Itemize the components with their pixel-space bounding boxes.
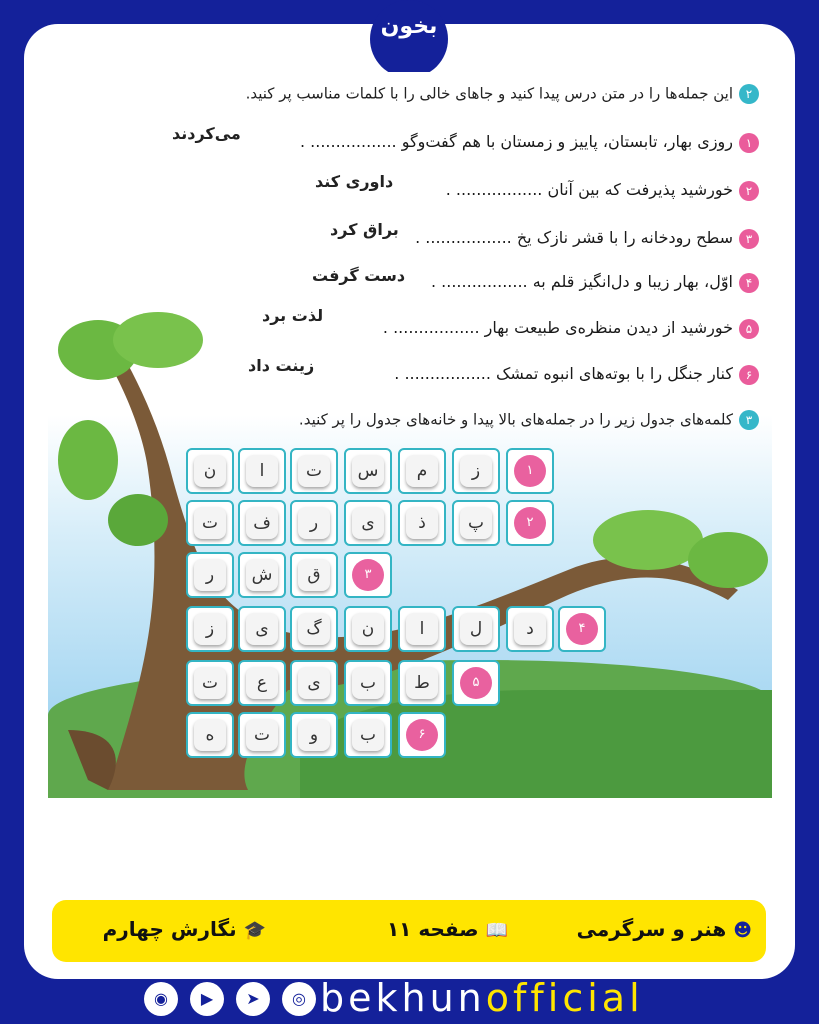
sentence-text: خورشید پذیرفت که بین آنان ................. .	[445, 180, 733, 199]
grid-cell[interactable]: س	[344, 448, 392, 494]
logo-text: بخون	[380, 14, 438, 39]
grid-cell[interactable]: ز	[452, 448, 500, 494]
film-reel-icon[interactable]: ◉	[144, 982, 178, 1016]
grid-cell[interactable]: ف	[238, 500, 286, 546]
grid-cell[interactable]: ن	[344, 606, 392, 652]
answer-5: لذت برد	[262, 306, 324, 325]
footer-book: 🎓 نگارش چهارم	[102, 917, 266, 941]
grid-cell[interactable]: د	[506, 606, 554, 652]
grid-row-number: ۴	[558, 606, 606, 652]
sentence-1	[300, 132, 759, 153]
grid-cell[interactable]: ن	[186, 448, 234, 494]
sentence-2	[446, 180, 759, 201]
grid-cell[interactable]: ی	[344, 500, 392, 546]
grid-cell[interactable]: ط	[398, 660, 446, 706]
grid-row-number: ۶	[398, 712, 446, 758]
sentence-text: اوّل، بهار زیبا و دل‌انگیز قلم به ................. .	[431, 272, 733, 291]
sentence-3	[415, 228, 759, 249]
answer-3: براق کرد	[330, 220, 399, 239]
sentence-text: سطح رودخانه را با قشر نازک یخ ................. .	[415, 228, 733, 247]
person-icon: ☻	[733, 920, 752, 941]
grid-cell[interactable]: ل	[452, 606, 500, 652]
answer-2: داوری کند	[315, 172, 394, 191]
section2-heading	[246, 84, 759, 104]
answer-4: دست گرفت	[312, 266, 406, 285]
youtube-icon[interactable]: ▶	[190, 982, 224, 1016]
sentence-5	[383, 318, 759, 339]
grid-cell[interactable]: ت	[290, 448, 338, 494]
sentence-number: ۵	[739, 319, 759, 339]
grid-cell[interactable]: گ	[290, 606, 338, 652]
grid-cell[interactable]: ت	[238, 712, 286, 758]
sentence-number: ۶	[739, 365, 759, 385]
section3-heading	[299, 410, 759, 430]
graduation-cap-icon: 🎓	[243, 920, 266, 941]
grid-cell[interactable]: ت	[186, 500, 234, 546]
grid-row-number: ۵	[452, 660, 500, 706]
instagram-icon[interactable]: ◎	[282, 982, 316, 1016]
sentence-number: ۴	[739, 273, 759, 293]
grid-cell[interactable]: ق	[290, 552, 338, 598]
sentence-number: ۳	[739, 229, 759, 249]
grid-cell[interactable]: و	[290, 712, 338, 758]
grid-cell[interactable]: ب	[344, 660, 392, 706]
footer-subject: ☻ هنر و سرگرمی	[576, 917, 752, 941]
grid-cell[interactable]: ع	[238, 660, 286, 706]
answer-6: زینت داد	[248, 356, 315, 375]
sentence-text: روزی بهار، تابستان، پاییز و زمستان با هم گفت‌وگو ................. .	[299, 132, 733, 151]
sentence-number: ۱	[739, 133, 759, 153]
grid-cell[interactable]: ر	[186, 552, 234, 598]
section2-number: ۲	[739, 84, 759, 104]
sentence-6	[394, 364, 759, 385]
grid-cell[interactable]: ا	[238, 448, 286, 494]
grid-cell[interactable]: ر	[290, 500, 338, 546]
grid-cell[interactable]: ز	[186, 606, 234, 652]
grid-row-number: ۲	[506, 500, 554, 546]
grid-cell[interactable]: ذ	[398, 500, 446, 546]
footer-page: 📖 صفحه ۱۱	[386, 917, 508, 941]
section3-instruction: کلمه‌های جدول زیر را در جمله‌های بالا پیدا و خانه‌های جدول را پر کنید.	[298, 410, 733, 429]
footer-bar	[52, 900, 766, 962]
section2-instruction: این جمله‌ها را در متن درس پیدا کنید و جاهای خالی را با کلمات مناسب پر کنید.	[245, 84, 733, 103]
grid-cell[interactable]: ی	[290, 660, 338, 706]
grid-cell[interactable]: ه	[186, 712, 234, 758]
sentence-text: خورشید از دیدن منظره‌ی طبیعت بهار ................. .	[382, 318, 733, 337]
grid-cell[interactable]: م	[398, 448, 446, 494]
answer-1: می‌کردند	[172, 124, 241, 143]
grid-row-number: ۳	[344, 552, 392, 598]
grid-cell[interactable]: ا	[398, 606, 446, 652]
grid-cell[interactable]: ش	[238, 552, 286, 598]
book-icon: 📖	[485, 920, 508, 941]
grid-row-number: ۱	[506, 448, 554, 494]
grid-cell[interactable]: ی	[238, 606, 286, 652]
telegram-icon[interactable]: ➤	[236, 982, 270, 1016]
sentence-text: کنار جنگل را با بوته‌های انبوه تمشک ................. .	[394, 364, 733, 383]
brand-handle: bekhunofficial	[320, 976, 644, 1020]
sentence-4	[431, 272, 759, 293]
grid-cell[interactable]: ب	[344, 712, 392, 758]
grid-cell[interactable]: پ	[452, 500, 500, 546]
logo-badge	[370, 0, 448, 78]
grid-cell[interactable]: ت	[186, 660, 234, 706]
sentence-number: ۲	[739, 181, 759, 201]
section3-number: ۳	[739, 410, 759, 430]
